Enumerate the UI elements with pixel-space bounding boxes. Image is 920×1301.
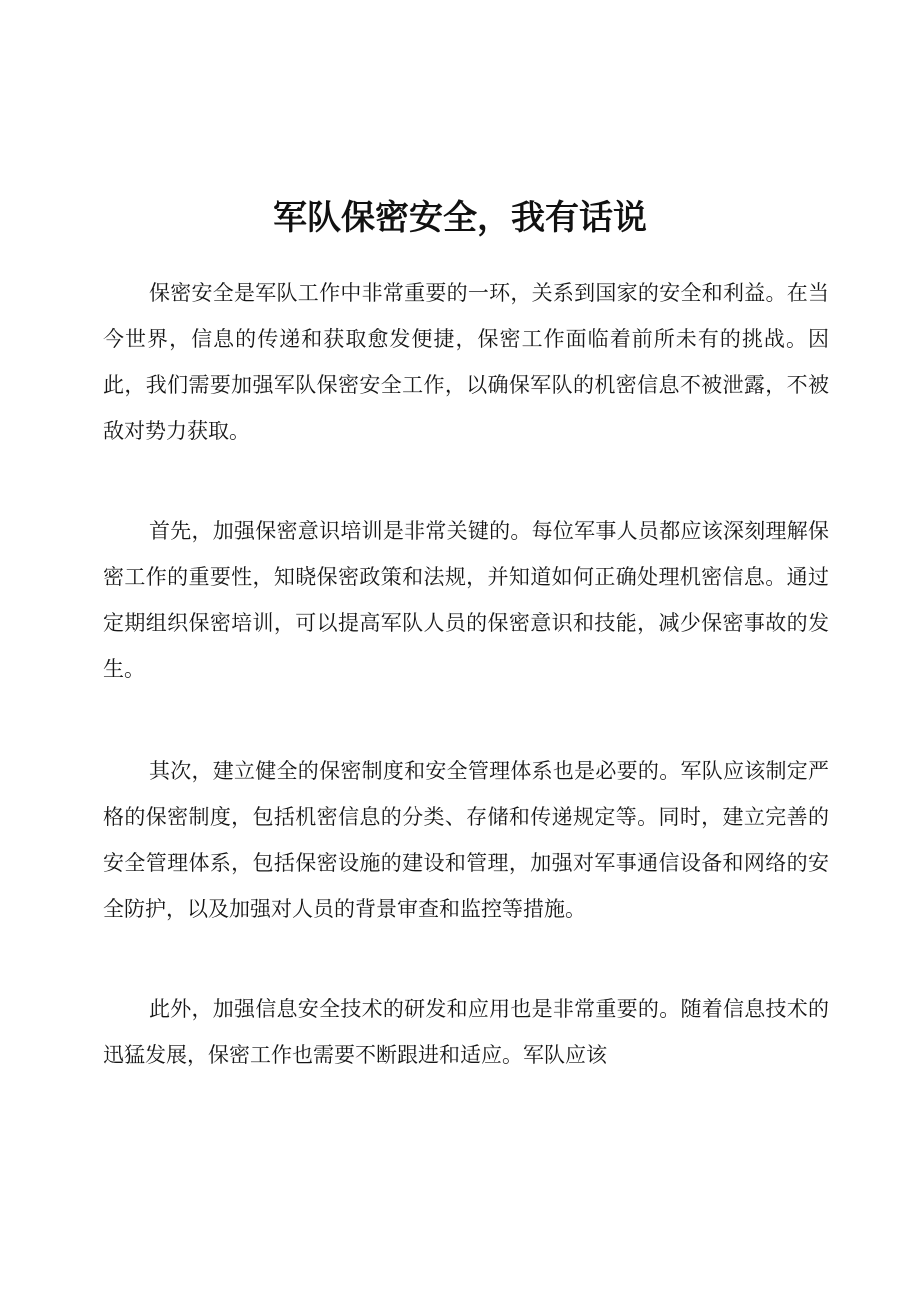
paragraph-2: 首先，加强保密意识培训是非常关键的。每位军事人员都应该深刻理解保密工作的重要性，知晓保密政策和法规，并知道如何正确处理机密信息。通过定期组织保密培训，可以提高军队人员的保密意识和技能，减少保密事故的发生。 — [103, 519, 829, 681]
page-title: 军队保密安全，我有话说 — [273, 197, 647, 238]
paragraph-3: 其次，建立健全的保密制度和安全管理体系也是必要的。军队应该制定严格的保密制度，包括机密信息的分类、存储和传递规定等。同时，建立完善的安全管理体系，包括保密设施的建设和管理，加强对军事通信设备和网络的安全防护，以及加强对人员的背景审查和监控等措施。 — [103, 759, 829, 921]
paragraph-1: 保密安全是军队工作中非常重要的一环，关系到国家的安全和利益。在当今世界，信息的传递和获取愈发便捷，保密工作面临着前所未有的挑战。因此，我们需要加强军队保密安全工作，以确保军队的机密信息不被泄露，不被敌对势力获取。 — [103, 281, 829, 443]
paragraph-4: 此外，加强信息安全技术的研发和应用也是非常重要的。随着信息技术的迅猛发展，保密工作也需要不断跟进和适应。军队应该 — [103, 997, 829, 1067]
